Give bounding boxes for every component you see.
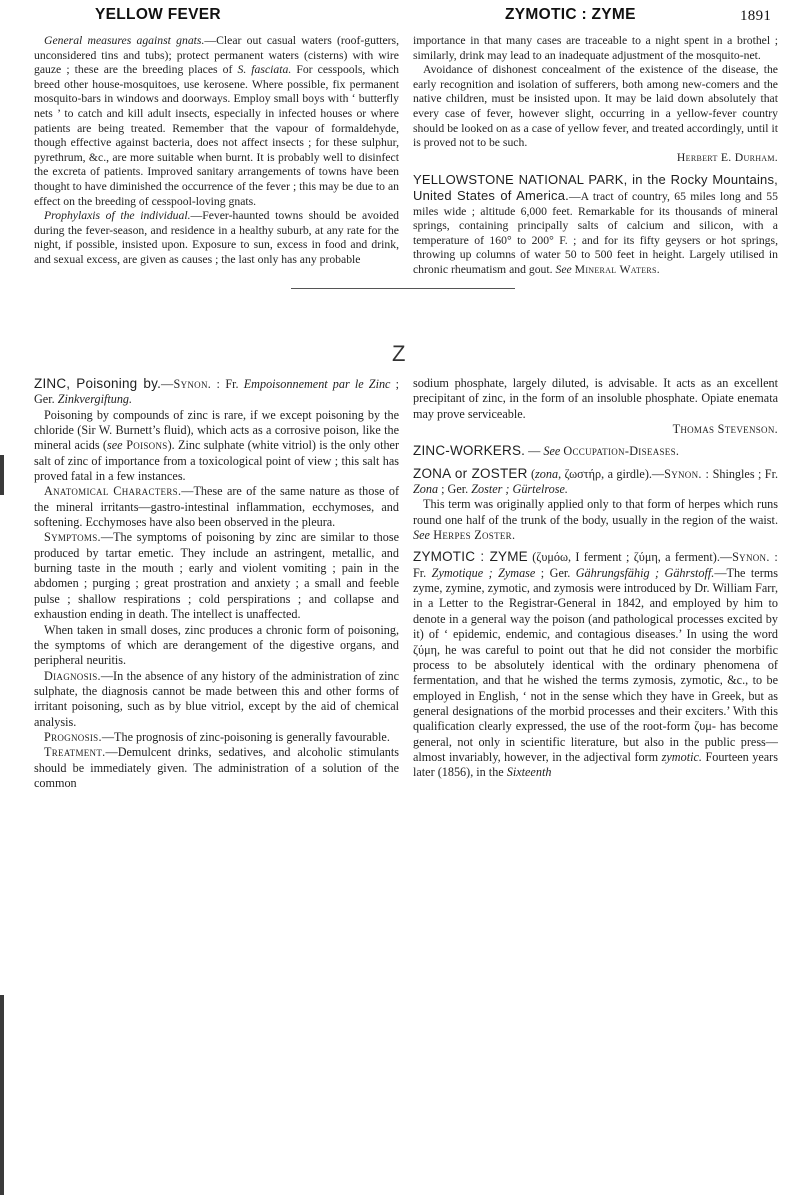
page-edge-mark <box>0 455 4 495</box>
cross-reference: Mineral Waters. <box>574 262 660 276</box>
section-letter: Z <box>392 341 406 366</box>
column-upper-left <box>34 34 399 268</box>
cross-reference: Poisons <box>122 438 168 453</box>
cross-reference: Occupation-Diseases. <box>563 444 680 459</box>
paragraph-zona-definition: This term was originally applied only to that form of herpes which runs round one half of the trunk of the body, usually in the region of the waist. See Herpes Zoster. <box>413 497 778 543</box>
paragraph-small-doses: When taken in small doses, zinc produces a chronic form of poisoning, the symptoms of which are derangement of the digestive organs, and peripheral neuritis. <box>34 622 399 668</box>
author-signature: Thomas Stevenson. <box>672 422 778 437</box>
running-header-right: ZYMOTIC : ZYME <box>505 6 636 23</box>
column-lower-right <box>413 376 778 781</box>
entry-headword: ZYMOTIC : ZYME <box>413 549 528 565</box>
paragraph-symptoms: Symptoms.—The symptoms of poisoning by zinc are similar to those produced by tartar emetic. They include an astringent, metallic, and burning taste in the mouth ; early and violent vomiting ; pain in the abdomen ; purging ; great prostration and anxiety ; a small and feeble pulse ; shallow respirations ; cold perspirations ; and collapse and exhaustion ending in death. The intellect is unaffected. <box>34 530 399 622</box>
paragraph-avoidance: Avoidance of dishonest concealment of the existence of the disease, the early recognition and isolation of sufferers, both among new-comers and the native children, must be insisted upon. It may be laid down absolutely that every case of fever, however slight, occurring in a yellow-fever country should be looked on as a case of yellow fever, and treated accordingly, until it is proved not to be such. <box>413 63 778 150</box>
page-number: 1891 <box>740 8 772 24</box>
paragraph-diagnosis: Diagnosis.—In the absence of any history of the administration of zinc sulphate, the diagnosis cannot be made between this and other forms of irritant poisoning, such as by blue vitriol, except by the aid of chemical analysis. <box>34 668 399 729</box>
entry-headword: ZINC-WORKERS. <box>413 443 526 459</box>
paragraph-continuation: importance in that many cases are traceable to a night spent in a brothel ; similarly, drink may lead to an inadequate adjustment of the mosquito-net. <box>413 34 778 62</box>
paragraph-prognosis: Prognosis.—The prognosis of zinc-poisoning is generally favourable. <box>44 729 390 744</box>
run-in-title: Prophylaxis of the individual. <box>44 209 191 223</box>
entry-headword: ZINC, Poisoning by. <box>34 376 162 391</box>
paragraph-treatment: Treatment.—Demulcent drinks, sedatives, and alcoholic stimulants should be immediately given. The administration of a solution of the common <box>34 745 399 790</box>
paragraph-gnat-measures: General measures against gnats.—Clear out casual waters (roof-gutters, unconsidered tins and tubs); protect permanent waters (cisterns) with wire gauze ; these are the breeding places of S. fasciata. For cesspools, which breed other house-mosquitoes, use kerosene. Where possible, fix permanent mosquito-bars in windows and doorways. Employ small boys with ‘ butterfly nets ’ to catch and kill adult insects, especially in infected houses or where patients are being treated. Remember that the vapour of formaldehyde, though effective against bacteria, does not affect insects ; for these sulphur, pyrethrum, &c., are more suitable when burnt. It is probably well to disinfect the excreta of patients. Improved sanitary arrangements of towns have been thought to have diminished the occurrence of the fever ; this may be due to an effect on the breeding of cesspool-loving gnats. <box>34 34 399 208</box>
paragraph-anatomical: Anatomical Characters.—These are of the same nature as those of the mineral irritants—gastro-intestinal inflammation, ecchymoses, and softening. Ecchymoses have also been observed in the pleura. <box>34 484 399 530</box>
author-signature: Herbert E. Durham. <box>676 150 778 164</box>
paragraph-continuation: sodium phosphate, largely diluted, is advisable. It acts as an excellent precipitant of zinc, in the form of an insoluble phosphate. Opiate enemata may prove serviceable. <box>413 376 778 421</box>
entry-zinc-workers: ZINC-WORKERS. — See Occupation-Diseases. <box>413 443 680 459</box>
entry-zona: ZONA or ZOSTER (zona, ζωστήρ, a girdle).—Synon. : Shingles ; Fr. Zona ; Ger. Zoster ; Gürtelrose. <box>413 465 778 497</box>
entry-yellowstone: YELLOWSTONE NATIONAL PARK, in the Rocky Mountains, United States of America.—A tract of country, 65 miles long and 55 miles wide ; altitude 6,000 feet. Remarkable for its thousands of mineral springs, containing principally salts of calcium and silicon, with a temperature of 160° to 200° F. ; and for its fifty geysers or hot springs, throwing up columns of water 50 to 500 feet in height. Largely utilised in chronic rheumatism and gout. See Mineral Waters. <box>413 172 778 276</box>
entry-zinc-poisoning: ZINC, Poisoning by.—Synon. : Fr. Empoisonnement par le Zinc ; Ger. Zinkvergiftung. <box>34 376 399 407</box>
paragraph-prophylaxis: Prophylaxis of the individual.—Fever-haunted towns should be avoided during the fever-season, and residence in a healthy suburb, at any rate for the night, if possible, insisted upon. Exposure to sun, excess in food and drink, and sexual excess, are given as causes ; the last only has any probable <box>34 209 399 266</box>
cross-reference: Herpes Zoster. <box>429 528 516 543</box>
run-in-title: General measures against gnats. <box>44 34 205 47</box>
entry-headword: YELLOWSTONE NATIONAL PARK, in the Rocky Mountains, United States of America. <box>413 172 778 203</box>
section-divider <box>291 288 515 289</box>
running-header-left: YELLOW FEVER <box>95 6 221 23</box>
column-lower-left <box>34 376 399 791</box>
column-upper-right <box>413 34 778 278</box>
page-edge-mark <box>0 995 4 1195</box>
entry-zymotic: ZYMOTIC : ZYME (ζυμόω, I ferment ; ζύμη, a ferment).—Synon. : Fr. Zymotique ; Zymase ; Ger. Gährungsfähig ; Gährstoff.—The terms zyme, zymine, zymotic, and zymosis were introduced by Dr. William Farr, in a Letter to the Registrar-General in 1842, and employed by him to denote in a general way the poison (and pathological processes excited by it) of ‘ epidemic, endemic, and contagious diseases.’ In using the word ζύμη, he was careful to point out that he did not consider the morbific process to be absolutely identical with the ordinary phenomena of fermentation, and that he wished the terms zymosis, zymotic, &c., to be employed in English, ‘ not in the sense which they have in Greek, but as general designations of the morbid processes and their exciters.’ With this qualification clearly expressed, the use of the root-form ζυμ- has become general, not only in scientific literature, but also in the public press—almost invariably, however, in the adjectival form zymotic. Fourteen years later (1856), in the Sixteenth <box>413 549 779 780</box>
paragraph-intro: Poisoning by compounds of zinc is rare, if we except poisoning by the chloride (Sir W. Burnett’s fluid), which acts as a corrosive poison, like the mineral acids (see Poisons). Zinc sulphate (white vitriol) is the only other salt of zinc of importance from a toxicological point of view ; this salt has proved fatal in a few instances. <box>34 407 400 484</box>
entry-headword: ZONA or ZOSTER <box>413 465 528 481</box>
